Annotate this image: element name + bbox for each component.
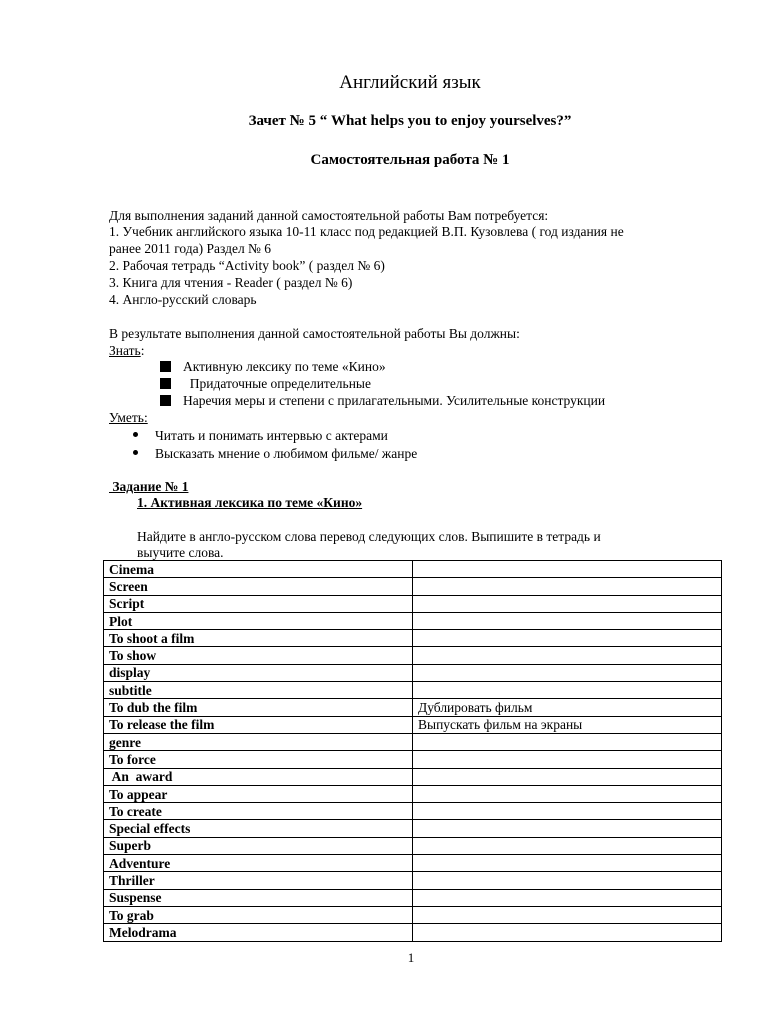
square-bullet-icon xyxy=(160,378,171,389)
know-label: Знать xyxy=(109,343,141,358)
table-row xyxy=(104,768,722,785)
know-item: Активную лексику по теме «Кино» xyxy=(160,358,386,375)
english-term-cell: To release the film xyxy=(104,716,413,733)
english-term-cell: display xyxy=(104,664,413,681)
english-term-cell: To grab xyxy=(104,906,413,923)
can-item: Высказать мнение о любимом фильме/ жанре xyxy=(133,445,417,462)
english-term-cell: Special effects xyxy=(104,820,413,837)
requirement-item: 1. Учебник английского языка 10-11 класс под редакцией В.П. Кузовлева ( год издания не xyxy=(109,224,624,239)
task-instruction: выучите слова. xyxy=(137,545,224,560)
english-term-cell: Thriller xyxy=(104,872,413,889)
english-term-cell: Superb xyxy=(104,837,413,854)
table-row xyxy=(104,820,722,837)
bullet-icon xyxy=(133,450,138,455)
english-term-cell: Adventure xyxy=(104,855,413,872)
english-term-cell: Melodrama xyxy=(104,924,413,941)
english-term-cell: To force xyxy=(104,751,413,768)
table-row xyxy=(104,924,722,941)
translation-cell xyxy=(413,889,722,906)
translation-cell xyxy=(413,664,722,681)
vocabulary-table xyxy=(103,560,722,942)
table-row xyxy=(104,561,722,578)
english-term-cell: Screen xyxy=(104,578,413,595)
english-term-cell: Cinema xyxy=(104,561,413,578)
english-term-cell: To appear xyxy=(104,785,413,802)
know-label-line xyxy=(109,342,144,359)
translation-cell xyxy=(413,733,722,750)
english-term-cell: To create xyxy=(104,803,413,820)
square-bullet-icon xyxy=(160,361,171,372)
english-term-cell: To shoot a film xyxy=(104,630,413,647)
translation-cell xyxy=(413,751,722,768)
table-row xyxy=(104,716,722,733)
know-colon: : xyxy=(140,343,145,358)
page-title: Английский язык xyxy=(339,72,481,93)
table-row xyxy=(104,751,722,768)
english-term-cell: To dub the film xyxy=(104,699,413,716)
table-row xyxy=(104,785,722,802)
table-row xyxy=(104,699,722,716)
english-term-cell: genre xyxy=(104,733,413,750)
english-term-cell: Plot xyxy=(104,612,413,629)
translation-cell xyxy=(413,906,722,923)
work-title: Самостоятельная работа № 1 xyxy=(310,152,510,168)
translation-cell xyxy=(413,561,722,578)
task-instruction: Найдите в англо-русском слова перевод следующих слов. Выпишите в тетрадь и xyxy=(137,529,601,544)
table-row xyxy=(104,595,722,612)
english-term-cell: subtitle xyxy=(104,682,413,699)
table-row xyxy=(104,889,722,906)
table-row xyxy=(104,837,722,854)
page-number: 1 xyxy=(407,950,415,965)
requirements-intro: Для выполнения заданий данной самостоятельной работы Вам потребуется: xyxy=(109,208,549,223)
english-term-cell: Script xyxy=(104,595,413,612)
table-row xyxy=(104,855,722,872)
table-row xyxy=(104,578,722,595)
requirement-item: 4. Англо-русский словарь xyxy=(109,292,257,307)
table-row xyxy=(104,647,722,664)
square-bullet-icon xyxy=(160,395,171,406)
table-row xyxy=(104,872,722,889)
translation-cell xyxy=(413,872,722,889)
translation-cell xyxy=(413,837,722,854)
table-row xyxy=(104,733,722,750)
translation-cell xyxy=(413,803,722,820)
translation-cell xyxy=(413,647,722,664)
test-subtitle: Зачет № 5 “ What helps you to enjoy yourselves?” xyxy=(248,113,572,129)
table-row xyxy=(104,630,722,647)
table-row xyxy=(104,682,722,699)
translation-cell xyxy=(413,855,722,872)
translation-cell: Выпускать фильм на экраны xyxy=(413,716,722,733)
can-item: Читать и понимать интервью с актерами xyxy=(133,427,388,444)
know-item: Наречия меры и степени с прилагательными. Усилительные конструкции xyxy=(160,392,605,409)
can-label: Уметь: xyxy=(109,410,148,425)
requirement-item: 2. Рабочая тетрадь “Activity book” ( раздел № 6) xyxy=(109,258,385,273)
bullet-icon xyxy=(133,432,138,437)
english-term-cell: An award xyxy=(104,768,413,785)
translation-cell xyxy=(413,820,722,837)
requirement-item: 3. Книга для чтения - Reader ( раздел № 6) xyxy=(109,275,353,290)
table-row xyxy=(104,664,722,681)
table-row xyxy=(104,803,722,820)
requirement-item: ранее 2011 года) Раздел № 6 xyxy=(109,241,272,256)
translation-cell: Дублировать фильм xyxy=(413,699,722,716)
task-heading: 1. Активная лексика по теме «Кино» xyxy=(137,495,363,510)
table-row xyxy=(104,612,722,629)
english-term-cell: To show xyxy=(104,647,413,664)
translation-cell xyxy=(413,578,722,595)
translation-cell xyxy=(413,612,722,629)
translation-cell xyxy=(413,785,722,802)
know-item: Придаточные определительные xyxy=(160,375,371,392)
translation-cell xyxy=(413,630,722,647)
translation-cell xyxy=(413,595,722,612)
english-term-cell: Suspense xyxy=(104,889,413,906)
translation-cell xyxy=(413,924,722,941)
task-label: Задание № 1 xyxy=(109,479,189,494)
outcomes-intro: В результате выполнения данной самостоятельной работы Вы должны: xyxy=(109,326,520,341)
table-row xyxy=(104,906,722,923)
translation-cell xyxy=(413,768,722,785)
translation-cell xyxy=(413,682,722,699)
